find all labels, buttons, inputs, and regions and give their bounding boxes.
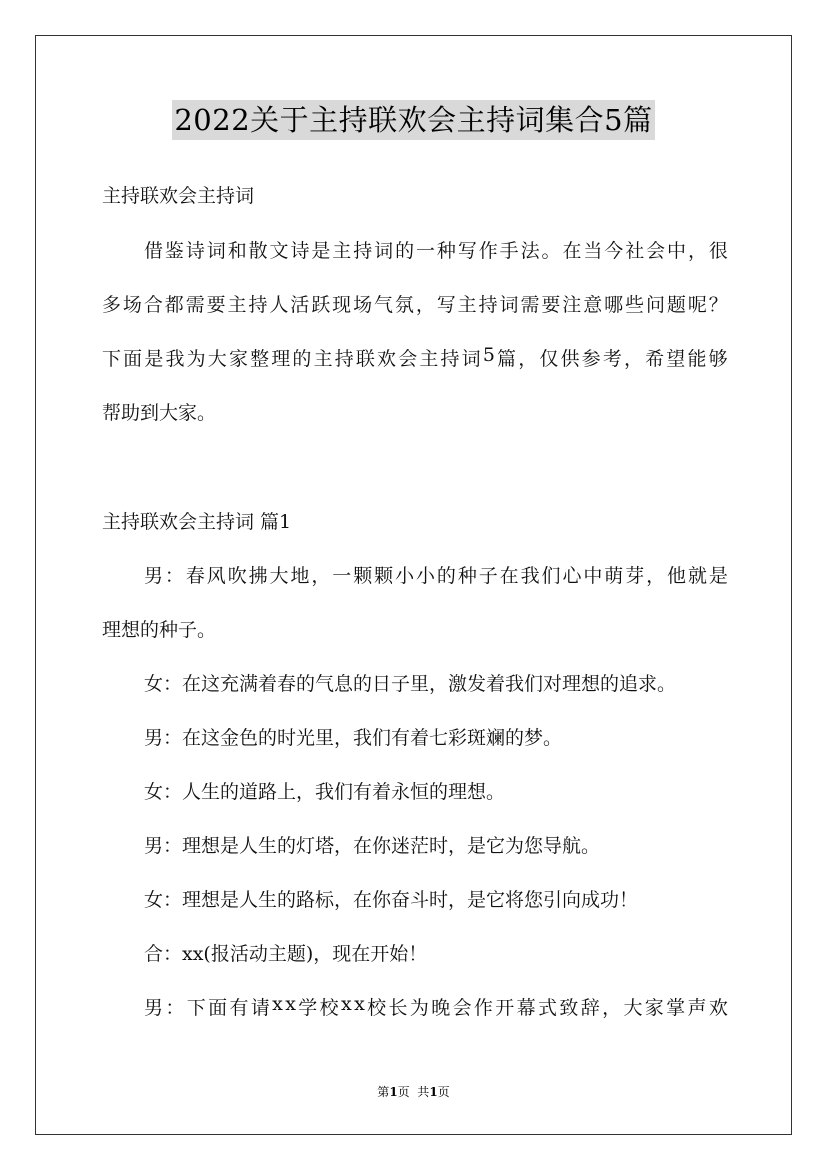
section-line-8: 合：xx(报活动主题)，现在开始！ xyxy=(144,943,428,965)
footer-page-number: 1 xyxy=(389,1085,398,1099)
section-line-6: 男：理想是人生的灯塔，在你迷茫时，是它为您导航。 xyxy=(144,835,601,857)
intro-heading: 主持联欢会主持词 xyxy=(102,185,255,207)
section-heading: 主持联欢会主持词 篇1 xyxy=(102,511,292,533)
footer-mid: 页 共 xyxy=(397,1085,430,1099)
footer-page-total: 1 xyxy=(429,1085,438,1099)
section-line-7: 女：理想是人生的路标，在你奋斗时，是它将您引向成功！ xyxy=(144,889,639,911)
footer-suffix: 页 xyxy=(437,1085,450,1099)
footer-prefix: 第 xyxy=(377,1085,390,1099)
section-line-5: 女：人生的道路上，我们有着永恒的理想。 xyxy=(144,781,506,803)
section-line-9: 男 ： 下 面 有 请 x x 学 校 x x 校 长 为 晚 会 作 开 幕 式 致 辞 ， 大 家 掌 声 欢 xyxy=(144,993,728,1019)
intro-line-1: 借 鉴 诗 词 和 散 文 诗 是 主 持 词 的 一 种 写 作 手 法 。 在 当 今 社 会 中 ， 很 xyxy=(144,240,728,262)
document-title: 2022关于主持联欢会主持词集合5篇 xyxy=(172,100,654,140)
section-line-3: 女：在这充满着春的气息的日子里，激发着我们对理想的追求。 xyxy=(144,673,677,695)
title-wrap xyxy=(0,100,827,140)
intro-line-3: 下 面 是 我 为 大 家 整 理 的 主 持 联 欢 会 主 持 词 5 篇 ， 仅 供 参 考 ， 希 望 能 够 xyxy=(102,344,728,370)
page-footer xyxy=(0,1083,827,1100)
intro-line-4: 帮助到大家。 xyxy=(102,402,217,424)
section-line-4: 男：在这金色的时光里，我们有着七彩斑斓的梦。 xyxy=(144,727,563,749)
intro-line-2: 多 场 合 都 需 要 主 持 人 活 跃 现 场 气 氛 ， 写 主 持 词 需 要 注 意 哪 些 问 题 呢 ？ xyxy=(102,294,728,316)
section-line-2: 理想的种子。 xyxy=(102,619,217,641)
section-line-1: 男 ： 春 风 吹 拂 大 地 ， 一 颗 颗 小 小 的 种 子 在 我 们 心 中 萌 芽 ， 他 就 是 xyxy=(144,565,728,587)
